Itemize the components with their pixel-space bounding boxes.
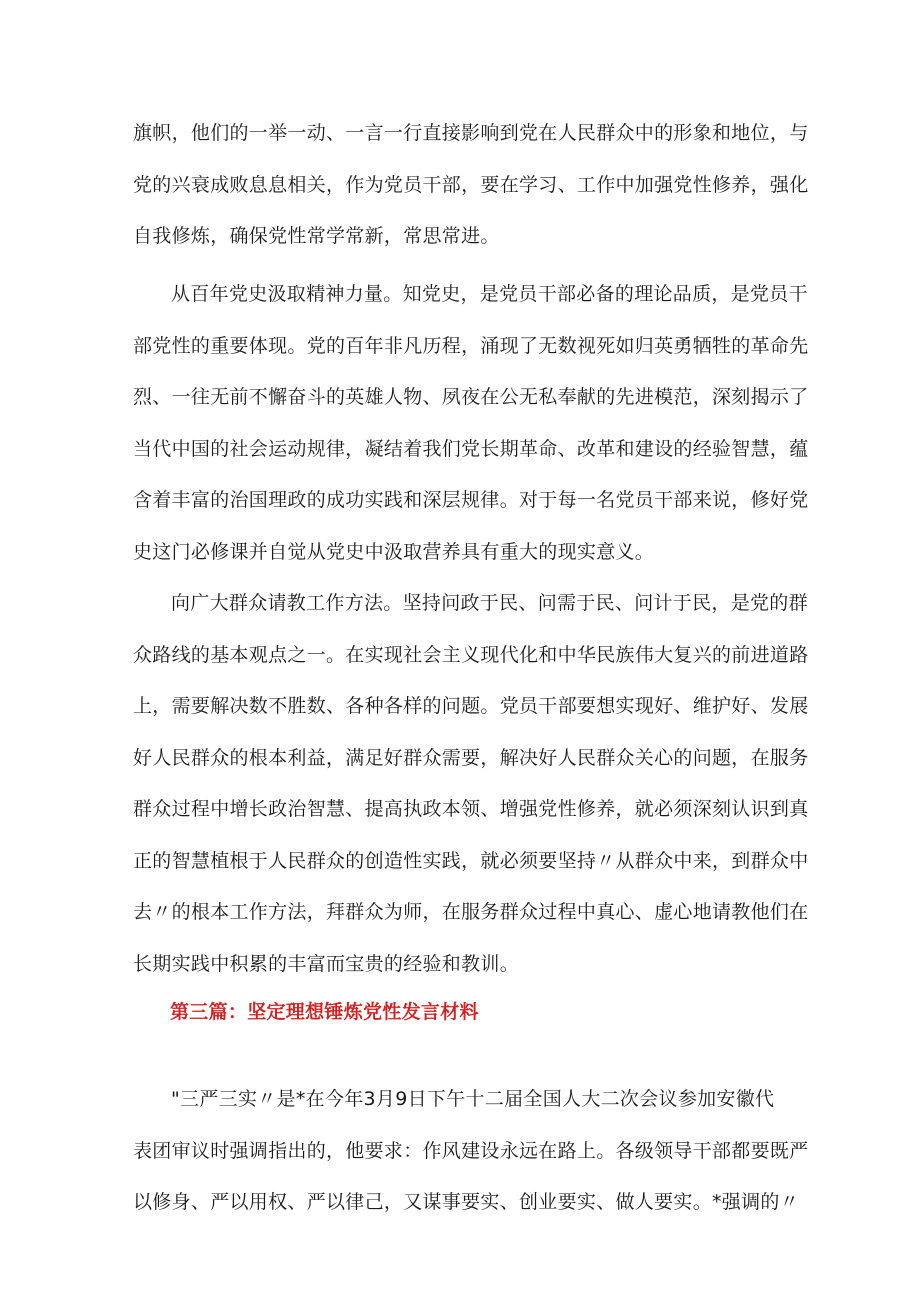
- paragraph-line: 当代中国的社会运动规律，凝结着我们党长期革命、改革和建设的经验智慧，蕴: [133, 437, 809, 460]
- paragraph-line: 去〃的根本工作方法，拜群众为师，在服务群众过程中真心、虚心地请教他们在: [133, 901, 809, 923]
- paragraph-1: [133, 108, 809, 263]
- paragraph-line: 旗帜，他们的一举一动、一言一行直接影响到党在人民群众中的形象和地位，与: [133, 122, 809, 144]
- paragraph-line: 自我修炼，确保党性常学常新，常思常进。: [133, 225, 500, 247]
- paragraph-line: 从百年党史汲取精神力量。知党史，是党员干部必备的理论品质，是党员干: [171, 283, 808, 305]
- paragraph-line: 表团审议时强调指出的，他要求：作风建设永远在路上。各级领导干部都要既严: [133, 1139, 809, 1162]
- paragraph-2: [133, 269, 809, 578]
- paragraph-3: [133, 578, 809, 990]
- paragraph-line: 群众过程中增长政治智慧、提高执政本领、增强党性修养，就必须深刻认识到真: [133, 798, 809, 820]
- paragraph-line: 烈、一往无前不懈奋斗的英雄人物、夙夜在公无私奉献的先进模范，深刻揭示了: [133, 386, 809, 408]
- section-heading: 第三篇：坚定理想锤炼党性发言材料: [170, 1001, 479, 1023]
- paragraph-line: 部党性的重要体现。党的百年非凡历程，涌现了无数视死如归英勇牺牲的革命先: [133, 334, 809, 357]
- paragraph-line: 长期实践中积累的丰富而宝贵的经验和教训。: [133, 952, 520, 975]
- paragraph-line: 正的智慧植根于人民群众的创造性实践，就必须要坚持〃从群众中来，到群众中: [133, 849, 809, 872]
- paragraph-line: "三严三实〃是*在今年3月9日下午十二届全国人大二次会议参加安徽代: [171, 1088, 775, 1110]
- paragraph-line: 好人民群众的根本利益，满足好群众需要，解决好人民群众关心的问题，在服务: [133, 746, 809, 769]
- paragraph-line: 史这门必修课并自觉从党史中汲取营养具有重大的现实意义。: [133, 540, 655, 563]
- paragraph-line: 含着丰富的治国理政的成功实践和深层规律。对于每一名党员干部来说，修好党: [133, 489, 809, 511]
- paragraph-line: 上，需要解决数不胜数、各种各样的问题。党员干部要想实现好、维护好、发展: [133, 695, 809, 717]
- paragraph-line: 众路线的基本观点之一。在实现社会主义现代化和中华民族伟大复兴的前进道路: [133, 643, 809, 666]
- paragraph-line: 以修身、严以用权、严以律己，又谋事要实、创业要实、做人要实。*强调的〃: [133, 1191, 800, 1213]
- paragraph-line: 向广大群众请教工作方法。坚持问政于民、问需于民、问计于民，是党的群: [171, 592, 808, 614]
- paragraph-4: [133, 1074, 809, 1229]
- paragraph-line: 党的兴衰成败息息相关，作为党员干部，要在学习、工作中加强党性修养，强化: [133, 173, 809, 196]
